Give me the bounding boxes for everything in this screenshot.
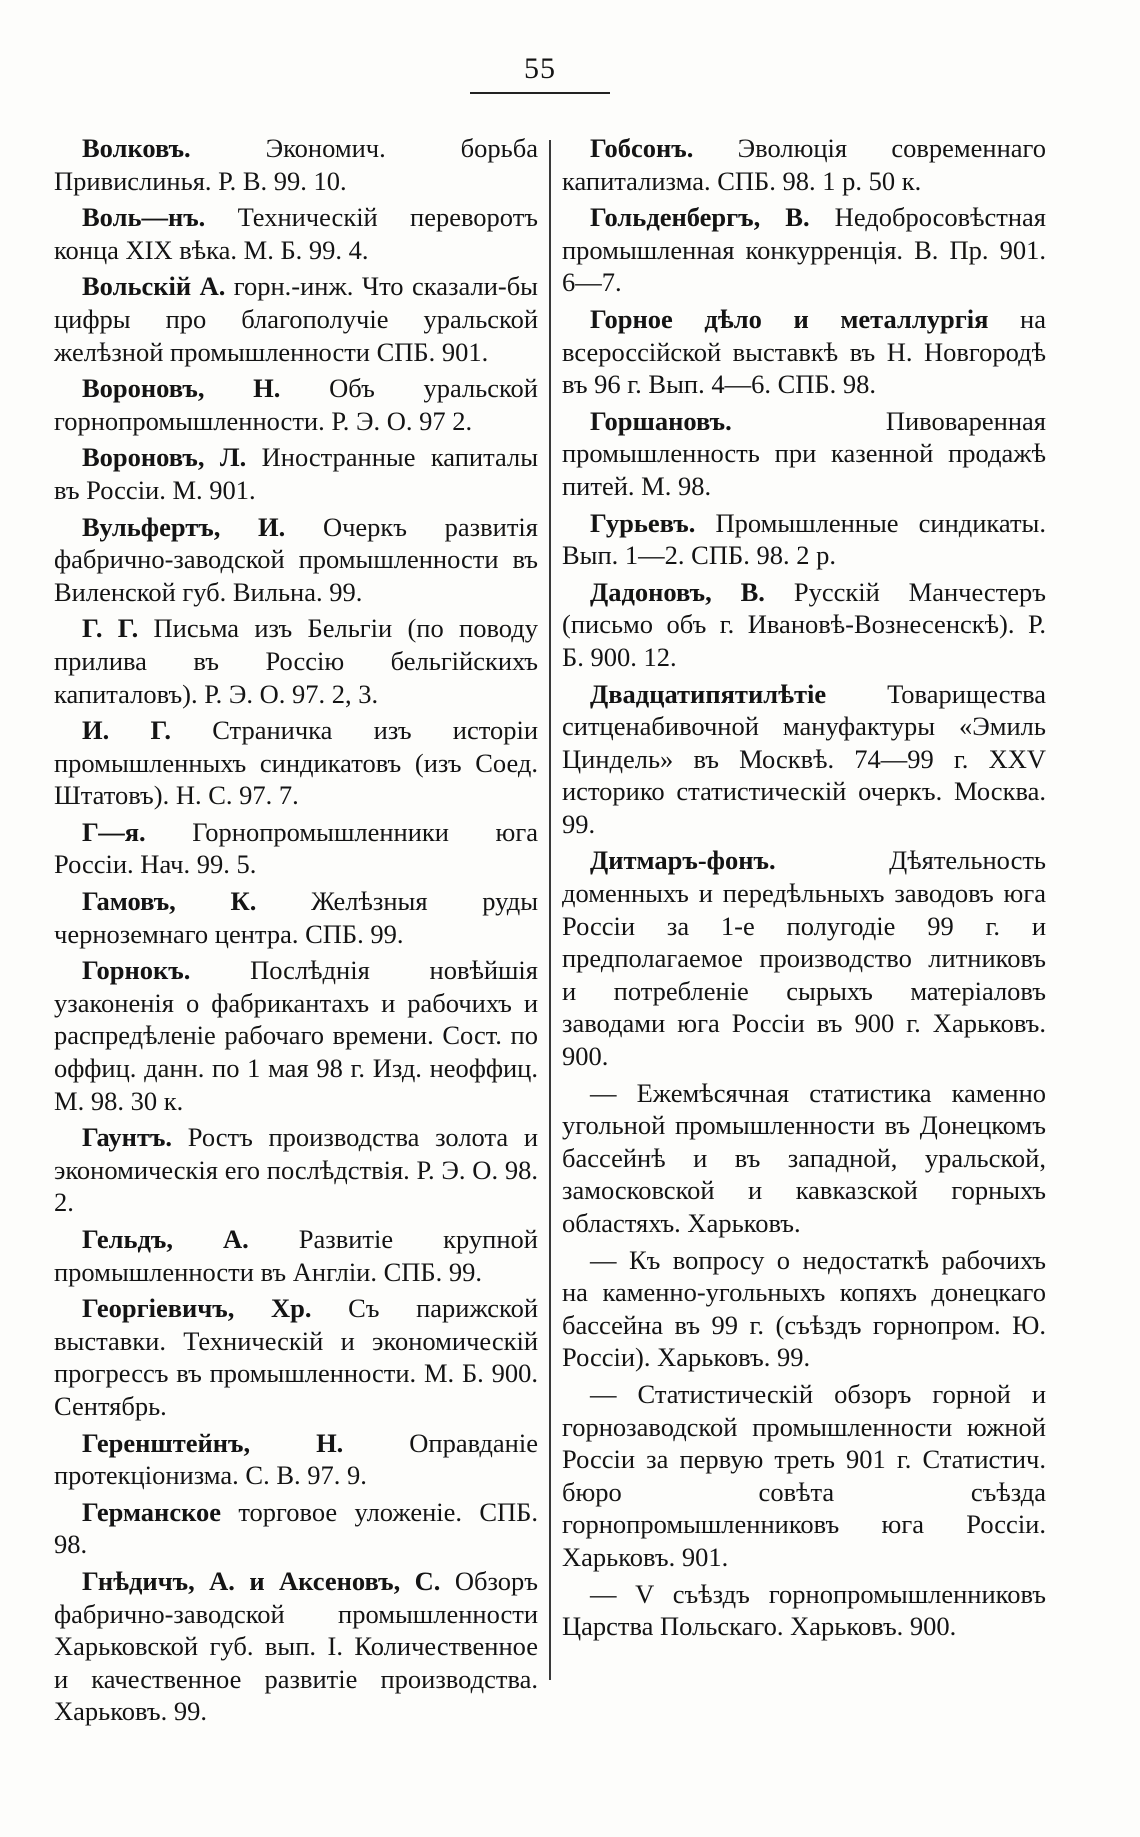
bibliography-entry: Георгіевичъ, Хр. Съ парижской выставки. Техническій и экономическій прогрессъ въ промышленности. М. Б. 900. Сентябрь. <box>54 1293 538 1421</box>
bibliography-entry: Вольскій А. горн.-инж. Что сказали-бы цифры про благополучіе уральской желѣзной промышленности СПБ. 901. <box>54 271 538 367</box>
bibliography-entry: Гельдъ, А. Развитіе крупной промышленности въ Англіи. СПБ. 99. <box>54 1224 538 1287</box>
bibliography-entry: Вороновъ, Л. Иностранные капиталы въ Россіи. М. 901. <box>54 442 539 505</box>
bibliography-entry: Гобсонъ. Эволюція современнаго капитализма. СПБ. 98. 1 р. 50 к. <box>562 133 1046 196</box>
bibliography-entry: — Къ вопросу о недостаткѣ рабочихъ на каменно-угольныхъ копяхъ донецкаго бассейна въ 99 г. (съѣздъ горнопром. Ю. Россіи). Харьковъ. 99. <box>562 1244 1046 1373</box>
bibliography-entry: Г. Г. Письма изъ Бельгіи (по поводу прилива въ Россію бельгійскихъ капиталовъ). Р. Э. О. 97. 2, 3. <box>54 613 538 709</box>
page-number: 55 <box>470 52 610 94</box>
bibliography-entry: Гольденбергъ, В. Недобросовѣстная промышленная конкурренція. В. Пр. 901. 6—7. <box>562 202 1046 298</box>
bibliography-entry: Гнѣдичъ, А. и Аксеновъ, С. Обзоръ фабрично-заводской промышленности Харьковской губ. вып. I. Количественное и качественное развитіе производства. Харьковъ. 99. <box>54 1565 539 1727</box>
bibliography-entry: Германское торговое уложеніе. СПБ. 98. <box>54 1496 538 1560</box>
left-column <box>54 132 538 1732</box>
bibliography-entry: — V съѣздъ горнопромышленниковъ Царства Польскаго. Харьковъ. 900. <box>562 1578 1046 1642</box>
bibliography-entry: Гаунтъ. Ростъ производства золота и экономическія его послѣдствія. Р. Э. О. 98. 2. <box>54 1122 538 1218</box>
bibliography-entry: — Ежемѣсячная статистика каменно угольной промышленности въ Донецкомъ бассейнѣ и въ западной, уральской, замосковской и кавказской горныхъ областяхъ. Харьковъ. <box>562 1077 1046 1238</box>
bibliography-entry: Вороновъ, Н. Объ уральской горнопромышленности. Р. Э. О. 97 2. <box>54 373 538 436</box>
bibliography-entry: Воль—нъ. Техническій переворотъ конца XIX вѣка. М. Б. 99. 4. <box>54 202 538 265</box>
bibliography-entry: Горнокъ. Послѣднія новѣйшія узаконенія о фабрикантахъ и рабочихъ и распредѣленіе рабочаго времени. Сост. по оффиц. данн. по 1 мая 98 г. Изд. неоффиц. М. 98. 30 к. <box>54 955 538 1116</box>
column-divider <box>549 140 551 1680</box>
bibliography-entry: Гамовъ, К. Желѣзныя руды черноземнаго центра. СПБ. 99. <box>54 886 539 949</box>
bibliography-entry: Гурьевъ. Промышленные синдикаты. Вып. 1—2. СПБ. 98. 2 р. <box>562 507 1046 571</box>
bibliography-entry: — Статистическій обзоръ горной и горнозаводской промышленности южной Россіи за первую треть 901 г. Статистич. бюро совѣта съѣзда горнопромышленниковъ юга Россіи. Харьковъ. 901. <box>562 1378 1046 1572</box>
bibliography-entry: Г—я. Горнопромышленники юга Россіи. Нач. 99. 5. <box>54 816 538 880</box>
bibliography-entry: Волковъ. Экономич. борьба Привислинья. Р. В. 99. 10. <box>54 133 538 196</box>
bibliography-entry: Геренштейнъ, Н. Оправданіе протекціонизма. С. В. 97. 9. <box>54 1427 538 1491</box>
bibliography-entry: Дадоновъ, В. Русскій Манчестеръ (письмо объ г. Ивановѣ-Вознесенскѣ). Р. Б. 900. 12. <box>562 576 1046 672</box>
bibliography-entry: Горшановъ. Пивоваренная промышленность при казенной продажѣ питей. М. 98. <box>562 405 1046 501</box>
bibliography-entry: Двадцатипятилѣтіе Товарищества ситценабивочной мануфактуры «Эмиль Циндель» въ Москвѣ. 74—99 г. XXV историко статистическій очеркъ. Москва. 99. <box>562 678 1046 839</box>
bibliography-entry: Горное дѣло и металлургія на всероссійской выставкѣ въ Н. Новгородѣ въ 96 г. Вып. 4—6. СПБ. 98. <box>562 303 1046 400</box>
bibliography-entry: И. Г. Страничка изъ исторіи промышленныхъ синдикатовъ (изъ Соед. Штатовъ). Н. С. 97. 7. <box>54 715 538 811</box>
bibliography-entry: Дитмаръ-фонъ. Дѣятельность доменныхъ и передѣльныхъ заводовъ юга Россіи за 1-е полугодіе 99 г. и предполагаемое производство литниковъ и потребленіе сырыхъ матеріаловъ заводами юга Россіи въ 900 г. Харьковъ. 900. <box>562 845 1046 1072</box>
right-column <box>562 132 1046 1647</box>
bibliography-entry: Вульфертъ, И. Очеркъ развитія фабрично-заводской промышленности въ Виленской губ. Вильна. 99. <box>54 511 538 607</box>
